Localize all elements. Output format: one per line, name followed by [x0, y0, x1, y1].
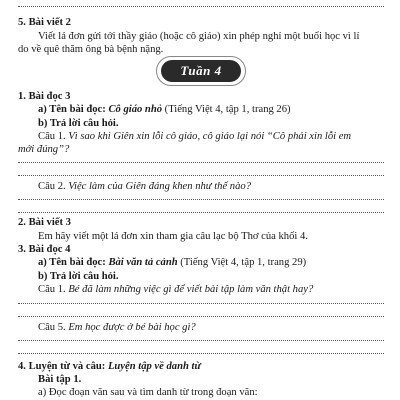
sub-heading: b) Trả lời câu hỏi.	[38, 271, 119, 282]
reading-source: (Tiếng Việt 4, tập 1, trang 26)	[162, 104, 291, 115]
question-number: Câu 1.	[38, 284, 69, 295]
reading-title-line	[10, 256, 400, 269]
reading-title: Bài văn tả cảnh	[108, 257, 178, 268]
exercise-heading: Bài tập 1.	[38, 374, 82, 385]
question	[10, 180, 400, 193]
question-number: Câu 1.	[38, 131, 69, 142]
section-heading	[18, 360, 400, 373]
answer-line	[18, 212, 384, 213]
answer-line	[18, 340, 384, 341]
answer-line	[18, 162, 384, 163]
question	[10, 130, 400, 143]
question	[10, 283, 400, 296]
answer-line	[18, 6, 384, 7]
question-text: Bé đã làm những việc gì để viết bài tập làm văn thật hay?	[68, 284, 314, 295]
answer-line	[18, 199, 384, 200]
section-heading: 5. Bài viết 2	[18, 17, 71, 28]
heading-label: 4. Luyện từ và câu:	[18, 361, 108, 372]
paragraph-line: Em hãy viết một lá đơn xin tham gia câu lạc bộ Thơ của khối 4.	[38, 231, 308, 242]
question-text: Việc làm của Giên đáng khen như thế nào?	[68, 181, 251, 192]
label: a) Tên bài đọc:	[38, 257, 109, 268]
question	[10, 321, 400, 334]
question-text: Em học được ở bé bài học gì?	[68, 322, 196, 333]
section-heading: 3. Bài đọc 4	[18, 244, 71, 255]
paragraph-line: Viết lá đơn gửi tới thầy giáo (hoặc cô giáo) xin phép nghỉ một buổi học vì lí	[38, 31, 360, 42]
answer-line	[18, 316, 384, 317]
question-number: Câu 5.	[38, 322, 69, 333]
answer-line	[18, 175, 384, 176]
label: a) Tên bài đọc:	[38, 104, 109, 115]
heading-title: Luyện tập về danh từ	[107, 361, 201, 372]
answer-line	[18, 303, 384, 304]
question-text: Vì sao khi Giên xin lỗi cô giáo, cô giáo lại nói “Cô phải xin lỗi em	[68, 131, 352, 142]
answer-line	[18, 353, 384, 354]
reading-title-line	[10, 103, 400, 116]
paragraph-line: do về quê thăm ông bà bệnh nặng.	[18, 44, 164, 55]
section-heading: 2. Bài viết 3	[18, 217, 71, 228]
reading-title: Cô giáo nhỏ	[108, 104, 163, 115]
question-number: Câu 2.	[38, 181, 69, 192]
section-heading: 1. Bài đọc 3	[18, 91, 71, 102]
sub-heading: b) Trả lời câu hỏi.	[38, 118, 119, 129]
week-banner: Tuần 4	[161, 60, 241, 82]
reading-source: (Tiếng Việt 4, tập 1, trang 29)	[177, 257, 307, 268]
exercise-instruction: a) Đọc đoạn văn sau và tìm danh từ trong đoạn văn:	[38, 387, 258, 398]
question-text: mới đúng”?	[18, 144, 70, 155]
